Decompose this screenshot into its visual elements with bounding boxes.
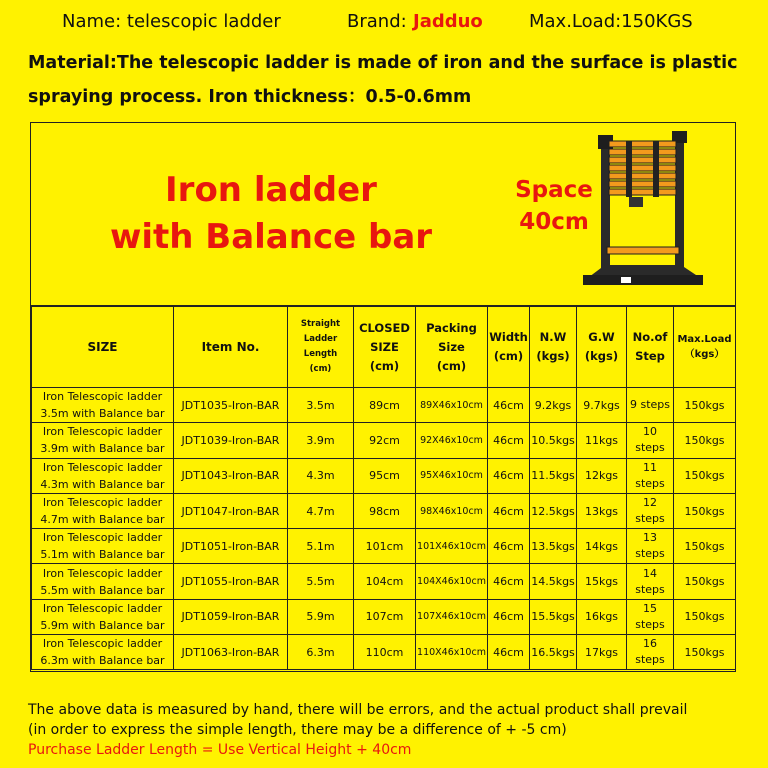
row-packing-size: 92X46x10cm — [416, 423, 488, 458]
table-row — [32, 423, 736, 458]
row-length: 3.9m — [288, 423, 354, 458]
row-product-name: Iron Telescopic ladder 4.7m with Balance bar — [32, 493, 174, 528]
row-width: 46cm — [488, 599, 530, 634]
row-max-load: 150kgs — [674, 458, 736, 493]
col-header-straight-length: Straight Ladder Length (cm) — [288, 307, 354, 388]
col-header-gw: G.W (kgs) — [577, 307, 627, 388]
row-width: 46cm — [488, 458, 530, 493]
footnote-purchase-length: Purchase Ladder Length = Use Vertical Height + 40cm — [28, 742, 412, 758]
row-length: 3.5m — [288, 388, 354, 423]
row-nw: 9.2kgs — [530, 388, 577, 423]
table-row — [32, 599, 736, 634]
row-product-name: Iron Telescopic ladder 5.1m with Balance bar — [32, 529, 174, 564]
row-max-load: 150kgs — [674, 599, 736, 634]
col-header-packing-size: Packing Size (cm) — [416, 307, 488, 388]
col-header-item-no: Item No. — [174, 307, 288, 388]
headline-line-2: with Balance bar — [109, 217, 433, 257]
space-note-line-2: 40cm — [519, 209, 589, 235]
row-steps: 11 steps — [627, 458, 674, 493]
row-max-load: 150kgs — [674, 423, 736, 458]
headline-line-1: Iron ladder — [165, 170, 377, 210]
row-closed-size: 107cm — [354, 599, 416, 634]
table-row — [32, 564, 736, 599]
table-body — [32, 388, 736, 670]
row-gw: 15kgs — [577, 564, 627, 599]
row-product-name: Iron Telescopic ladder 5.5m with Balance bar — [32, 564, 174, 599]
row-product-name: Iron Telescopic ladder 3.5m with Balance bar — [32, 388, 174, 423]
space-note-line-1: Space — [515, 177, 593, 203]
row-gw: 13kgs — [577, 493, 627, 528]
row-nw: 14.5kgs — [530, 564, 577, 599]
row-steps: 16 steps — [627, 635, 674, 670]
row-closed-size: 92cm — [354, 423, 416, 458]
table-row — [32, 388, 736, 423]
row-steps: 13 steps — [627, 529, 674, 564]
table-row — [32, 458, 736, 493]
material-description — [28, 46, 758, 114]
material-line-2: spraying process. Iron thickness：0.5-0.6mm — [28, 87, 472, 107]
row-steps: 14 steps — [627, 564, 674, 599]
row-nw: 13.5kgs — [530, 529, 577, 564]
row-width: 46cm — [488, 493, 530, 528]
row-steps: 12 steps — [627, 493, 674, 528]
material-line-1: Material:The telescopic ladder is made of iron and the surface is plastic — [28, 53, 738, 73]
table-header-row — [32, 307, 736, 388]
row-max-load: 150kgs — [674, 635, 736, 670]
row-nw: 15.5kgs — [530, 599, 577, 634]
row-steps: 15 steps — [627, 599, 674, 634]
row-max-load: 150kgs — [674, 388, 736, 423]
row-product-name: Iron Telescopic ladder 6.3m with Balance bar — [32, 635, 174, 670]
col-header-steps: No.of Step — [627, 307, 674, 388]
row-width: 46cm — [488, 529, 530, 564]
row-width: 46cm — [488, 423, 530, 458]
row-length: 4.3m — [288, 458, 354, 493]
row-product-name: Iron Telescopic ladder 3.9m with Balance bar — [32, 423, 174, 458]
row-closed-size: 101cm — [354, 529, 416, 564]
row-closed-size: 104cm — [354, 564, 416, 599]
table-row — [32, 493, 736, 528]
row-item-no: JDT1039-Iron-BAR — [174, 423, 288, 458]
row-width: 46cm — [488, 635, 530, 670]
row-closed-size: 89cm — [354, 388, 416, 423]
row-packing-size: 104X46x10cm — [416, 564, 488, 599]
balance-bar — [583, 265, 703, 285]
footnote-tolerance: (in order to express the simple length, there may be a difference of + -5 cm) — [28, 722, 567, 738]
product-name: Name: telescopic ladder — [62, 11, 281, 32]
col-header-width: Width (cm) — [488, 307, 530, 388]
row-max-load: 150kgs — [674, 529, 736, 564]
row-item-no: JDT1051-Iron-BAR — [174, 529, 288, 564]
row-item-no: JDT1035-Iron-BAR — [174, 388, 288, 423]
col-header-nw: N.W (kgs) — [530, 307, 577, 388]
col-header-closed-size: CLOSED SIZE (cm) — [354, 307, 416, 388]
row-gw: 17kgs — [577, 635, 627, 670]
table-row — [32, 529, 736, 564]
brand-label: Brand: — [347, 11, 407, 32]
row-gw: 9.7kgs — [577, 388, 627, 423]
row-gw: 16kgs — [577, 599, 627, 634]
row-packing-size: 89X46x10cm — [416, 388, 488, 423]
row-packing-size: 98X46x10cm — [416, 493, 488, 528]
row-steps: 10 steps — [627, 423, 674, 458]
row-width: 46cm — [488, 388, 530, 423]
row-width: 46cm — [488, 564, 530, 599]
row-length: 6.3m — [288, 635, 354, 670]
table-row — [32, 635, 736, 670]
header-row — [0, 8, 768, 36]
col-header-size: SIZE — [32, 307, 174, 388]
row-nw: 11.5kgs — [530, 458, 577, 493]
spec-sheet-frame — [30, 122, 736, 672]
row-length: 5.1m — [288, 529, 354, 564]
row-item-no: JDT1047-Iron-BAR — [174, 493, 288, 528]
row-nw: 10.5kgs — [530, 423, 577, 458]
spec-table — [31, 306, 736, 670]
row-max-load: 150kgs — [674, 493, 736, 528]
row-gw: 12kgs — [577, 458, 627, 493]
product-banner — [31, 123, 735, 306]
row-item-no: JDT1063-Iron-BAR — [174, 635, 288, 670]
row-closed-size: 95cm — [354, 458, 416, 493]
row-length: 5.5m — [288, 564, 354, 599]
row-item-no: JDT1043-Iron-BAR — [174, 458, 288, 493]
telescopic-ladder-photo — [581, 127, 733, 291]
row-length: 4.7m — [288, 493, 354, 528]
row-packing-size: 101X46x10cm — [416, 529, 488, 564]
row-product-name: Iron Telescopic ladder 4.3m with Balance bar — [32, 458, 174, 493]
footnotes — [28, 700, 758, 760]
row-item-no: JDT1059-Iron-BAR — [174, 599, 288, 634]
row-gw: 14kgs — [577, 529, 627, 564]
banner-headline — [71, 167, 471, 261]
max-load-header: Max.Load:150KGS — [529, 11, 693, 32]
row-gw: 11kgs — [577, 423, 627, 458]
row-packing-size: 107X46x10cm — [416, 599, 488, 634]
row-product-name: Iron Telescopic ladder 5.9m with Balance bar — [32, 599, 174, 634]
row-nw: 12.5kgs — [530, 493, 577, 528]
row-steps: 9 steps — [627, 388, 674, 423]
row-closed-size: 110cm — [354, 635, 416, 670]
row-length: 5.9m — [288, 599, 354, 634]
brand-name: Jadduo — [413, 11, 483, 32]
col-header-max-load: Max.Load （kgs） — [674, 307, 736, 388]
row-item-no: JDT1055-Iron-BAR — [174, 564, 288, 599]
row-packing-size: 110X46x10cm — [416, 635, 488, 670]
row-nw: 16.5kgs — [530, 635, 577, 670]
row-max-load: 150kgs — [674, 564, 736, 599]
row-packing-size: 95X46x10cm — [416, 458, 488, 493]
footnote-measurement: The above data is measured by hand, there will be errors, and the actual product shall prevail — [28, 702, 688, 718]
row-closed-size: 98cm — [354, 493, 416, 528]
